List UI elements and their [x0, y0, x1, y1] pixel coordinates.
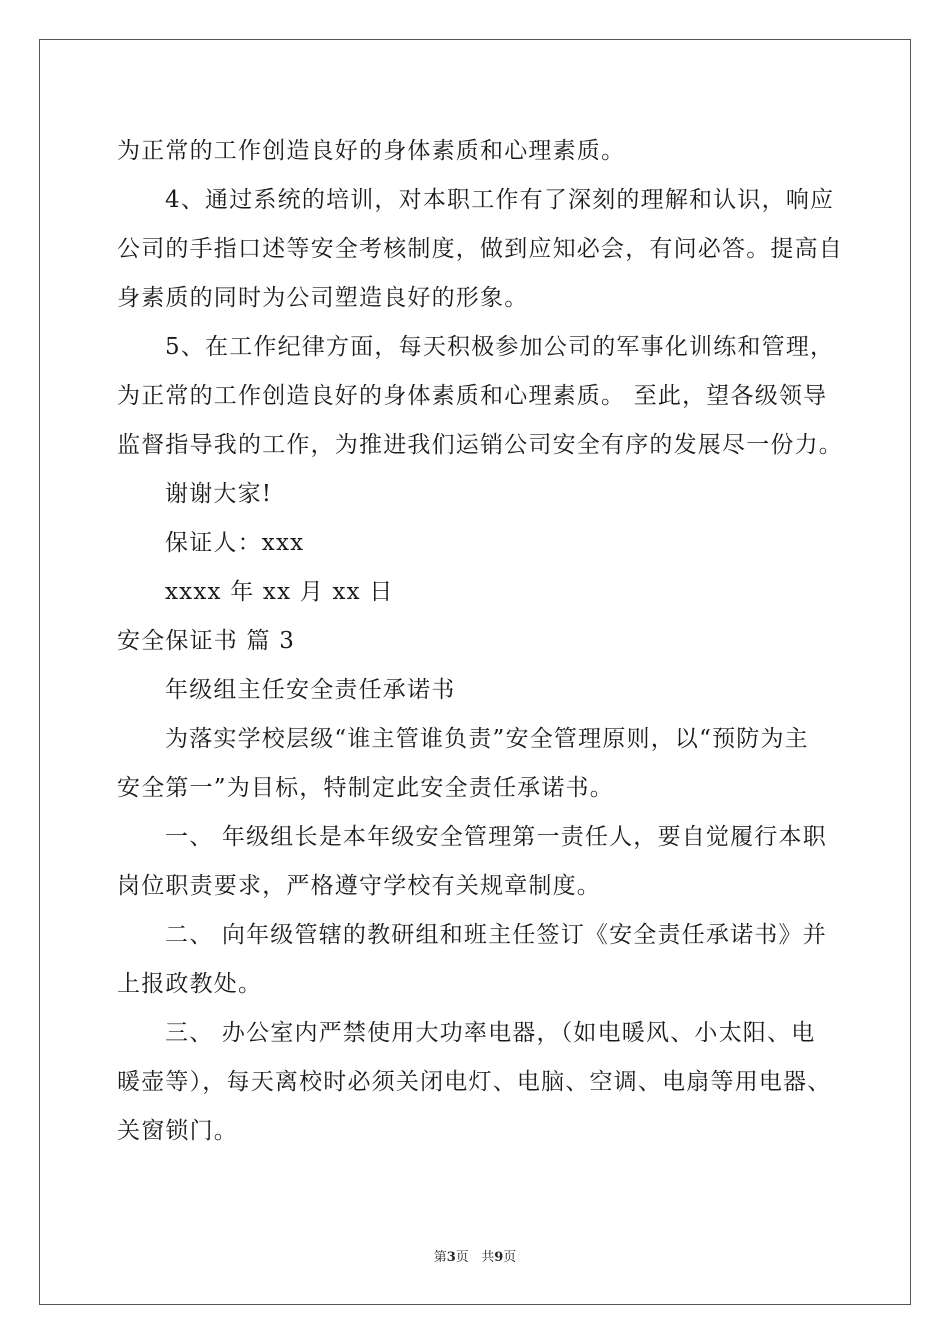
document-body	[117, 127, 843, 1156]
footer-total-unit: 页	[503, 1250, 517, 1265]
text-line: 二、 向年级管辖的教研组和班主任签订《安全责任承诺书》并	[165, 922, 827, 948]
text-line: 为正常的工作创造良好的身体素质和心理素质。	[117, 138, 626, 164]
text-line: 安全第一”为目标，特制定此安全责任承诺书。	[117, 775, 614, 801]
text-line: 4、通过系统的培训，对本职工作有了深刻的理解和认识，响应	[165, 187, 835, 213]
document-title: 年级组主任安全责任承诺书	[165, 677, 456, 703]
text-line: 三、 办公室内严禁使用大功率电器，（如电暖风、小太阳、电	[165, 1020, 816, 1046]
text-line: 一、 年级组长是本年级安全管理第一责任人，要自觉履行本职	[165, 824, 827, 850]
text-line: 上报政教处。	[117, 971, 263, 997]
text-line: 公司的手指口述等安全考核制度，做到应知必会，有问必答。提高自	[117, 236, 843, 262]
text-line: 为落实学校层级“谁主管谁负责”安全管理原则，以“预防为主	[165, 726, 809, 752]
total-page-count: 9	[494, 1250, 504, 1265]
footer-prefix: 第	[433, 1250, 447, 1265]
date-line: xxxx 年 xx 月 xx 日	[165, 579, 394, 605]
footer-page-unit: 页	[455, 1250, 469, 1265]
text-line: 关窗锁门。	[117, 1118, 238, 1144]
section-heading: 安全保证书 篇 3	[117, 628, 296, 654]
closing-thanks: 谢谢大家!	[165, 481, 273, 507]
text-line: 暖壶等），每天离校时必须关闭电灯、电脑、空调、电扇等用电器、	[117, 1069, 832, 1095]
current-page-number: 3	[446, 1250, 456, 1265]
text-line: 监督指导我的工作，为推进我们运销公司安全有序的发展尽一份力。	[117, 432, 843, 458]
text-line: 身素质的同时为公司塑造良好的形象。	[117, 285, 529, 311]
page-footer	[0, 1246, 950, 1265]
text-line: 为正常的工作创造良好的身体素质和心理素质。 至此，望各级领导	[117, 383, 828, 409]
guarantor-line: 保证人：xxx	[165, 530, 305, 556]
footer-total-prefix: 共	[481, 1250, 495, 1265]
text-line: 岗位职责要求，严格遵守学校有关规章制度。	[117, 873, 601, 899]
text-line: 5、在工作纪律方面，每天积极参加公司的军事化训练和管理，	[165, 334, 835, 360]
